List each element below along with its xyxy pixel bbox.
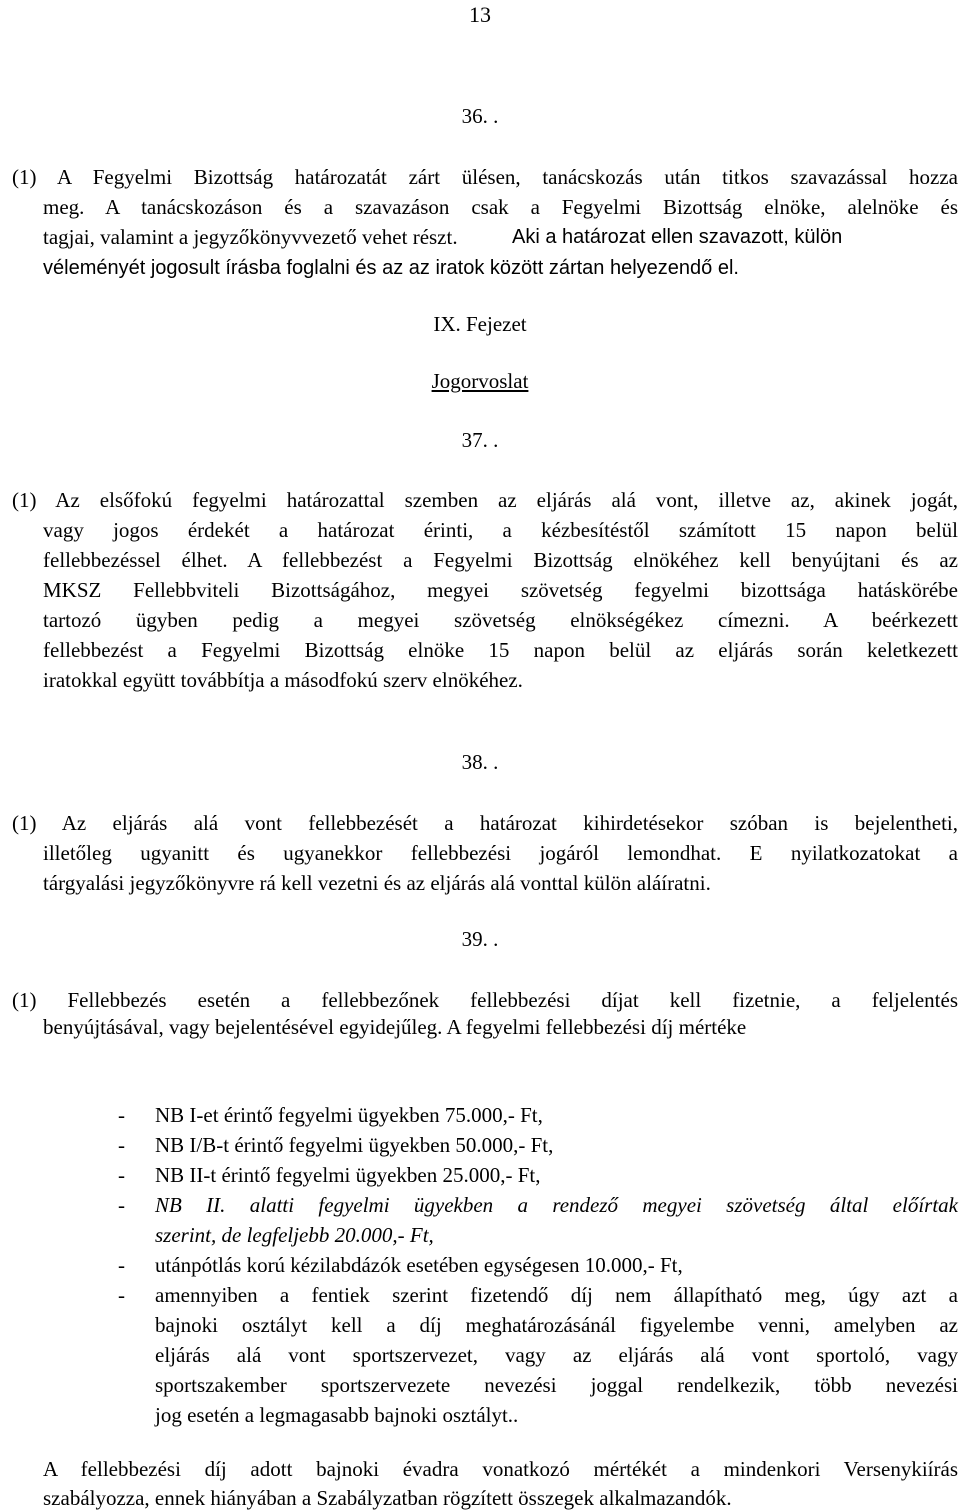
list-item-text: eljárás alá vont sportszervezet, vagy az eljárás alá vont sportoló, vagy: [155, 1343, 958, 1367]
list-item-text: szerint, de legfeljebb 20.000,- Ft,: [155, 1223, 434, 1247]
list-bullet: -: [118, 1133, 125, 1157]
list-item-text: sportszakember sportszervezete nevezési joggal rendelkezik, több nevezési: [155, 1373, 958, 1397]
text-line: fellebbezéssel élhet. A fellebbezést a Fegyelmi Bizottság elnökéhez kell benyújtani és az: [43, 548, 958, 572]
section-heading-38: 38. .: [461, 750, 499, 774]
text-line: benyújtásával, vagy bejelentésével egyidejűleg. A fegyelmi fellebbezési díj mértéke: [43, 1015, 747, 1039]
text-line: A fellebbezési díj adott bajnoki évadra vonatkozó mértékét a mindenkori Versenykiírás: [43, 1457, 958, 1481]
text-line: MKSZ Fellebbviteli Bizottságához, megyei szövetség fegyelmi bizottsága hatáskörébe: [43, 578, 958, 602]
chapter-title: IX. Fejezet: [433, 312, 527, 336]
list-item-text: NB I/B-t érintő fegyelmi ügyekben 50.000,- Ft,: [155, 1133, 554, 1157]
list-bullet: -: [118, 1103, 125, 1127]
list-bullet: -: [118, 1253, 125, 1277]
list-item-text: NB II. alatti fegyelmi ügyekben a rendező megyei szövetség által előírtak: [155, 1193, 958, 1217]
text-line: fellebbezést a Fegyelmi Bizottság elnöke 15 napon belül az eljárás során keletkezett: [43, 638, 958, 662]
list-item-text: NB II-t érintő fegyelmi ügyekben 25.000,- Ft,: [155, 1163, 541, 1187]
list-item-text: utánpótlás korú kézilabdázók esetében egységesen 10.000,- Ft,: [155, 1253, 683, 1277]
text-line: meg. A tanácskozáson és a szavazáson csak a Fegyelmi Bizottság elnöke, alelnöke és: [43, 195, 958, 219]
list-item-text: amennyiben a fentiek szerint fizetendő díj nem állapítható meg, úgy azt a: [155, 1283, 958, 1307]
text-line: tagjai, valamint a jegyzőkönyvvezető vehet részt.: [43, 225, 458, 249]
text-line: tárgyalási jegyzőkönyvre rá kell vezetni és az eljárás alá vonttal külön aláíratni.: [43, 871, 711, 895]
section-heading-36: 36. .: [461, 104, 499, 128]
text-line: (1) Fellebbezés esetén a fellebbezőnek fellebbezési díjat kell fizetnie, a feljelentés: [12, 988, 958, 1012]
text-line: véleményét jogosult írásba foglalni és az az iratok között zártan helyezendő el.: [43, 257, 739, 279]
list-item-text: jog esetén a legmagasabb bajnoki osztályt..: [155, 1403, 519, 1427]
text-line: tartozó ügyben pedig a megyei szövetség elnökségékez címezni. A beérkezett: [43, 608, 958, 632]
text-line: illetőleg ugyanitt és ugyanekkor fellebbezési jogáról lemondhat. E nyilatkozatokat a: [43, 841, 958, 865]
list-item-text: NB I-et érintő fegyelmi ügyekben 75.000,- Ft,: [155, 1103, 543, 1127]
list-item-text: bajnoki osztályt kell a díj meghatározásánál figyelembe venni, amelyben az: [155, 1313, 958, 1337]
section-heading-39: 39. .: [461, 927, 499, 951]
text-line: szabályozza, ennek hiányában a Szabályzatban rögzített összegek alkalmazandók.: [43, 1486, 732, 1510]
list-bullet: -: [118, 1283, 125, 1307]
text-line: (1) Az eljárás alá vont fellebbezését a határozat kihirdetésekor szóban is bejelentheti,: [12, 811, 958, 835]
text-line: iratokkal együtt továbbítja a másodfokú szerv elnökéhez.: [43, 668, 523, 692]
list-bullet: -: [118, 1163, 125, 1187]
list-bullet: -: [118, 1193, 125, 1217]
text-line: Aki a határozat ellen szavazott, külön: [512, 226, 843, 248]
chapter-subtitle: [0, 369, 960, 394]
chapter-subtitle-text: Jogorvoslat: [431, 369, 529, 393]
text-line: vagy jogos érdekét a határozat érinti, a kézbesítéstől számított 15 napon belül: [43, 518, 958, 542]
text-line: (1) Az elsőfokú fegyelmi határozattal szemben az eljárás alá vont, illetve az, akinek jogát,: [12, 488, 958, 512]
section-heading-37: 37. .: [461, 428, 499, 452]
text-line: (1) A Fegyelmi Bizottság határozatát zárt ülésen, tanácskozás után titkos szavazással hozza: [12, 165, 958, 189]
page-number: 13: [469, 2, 491, 27]
